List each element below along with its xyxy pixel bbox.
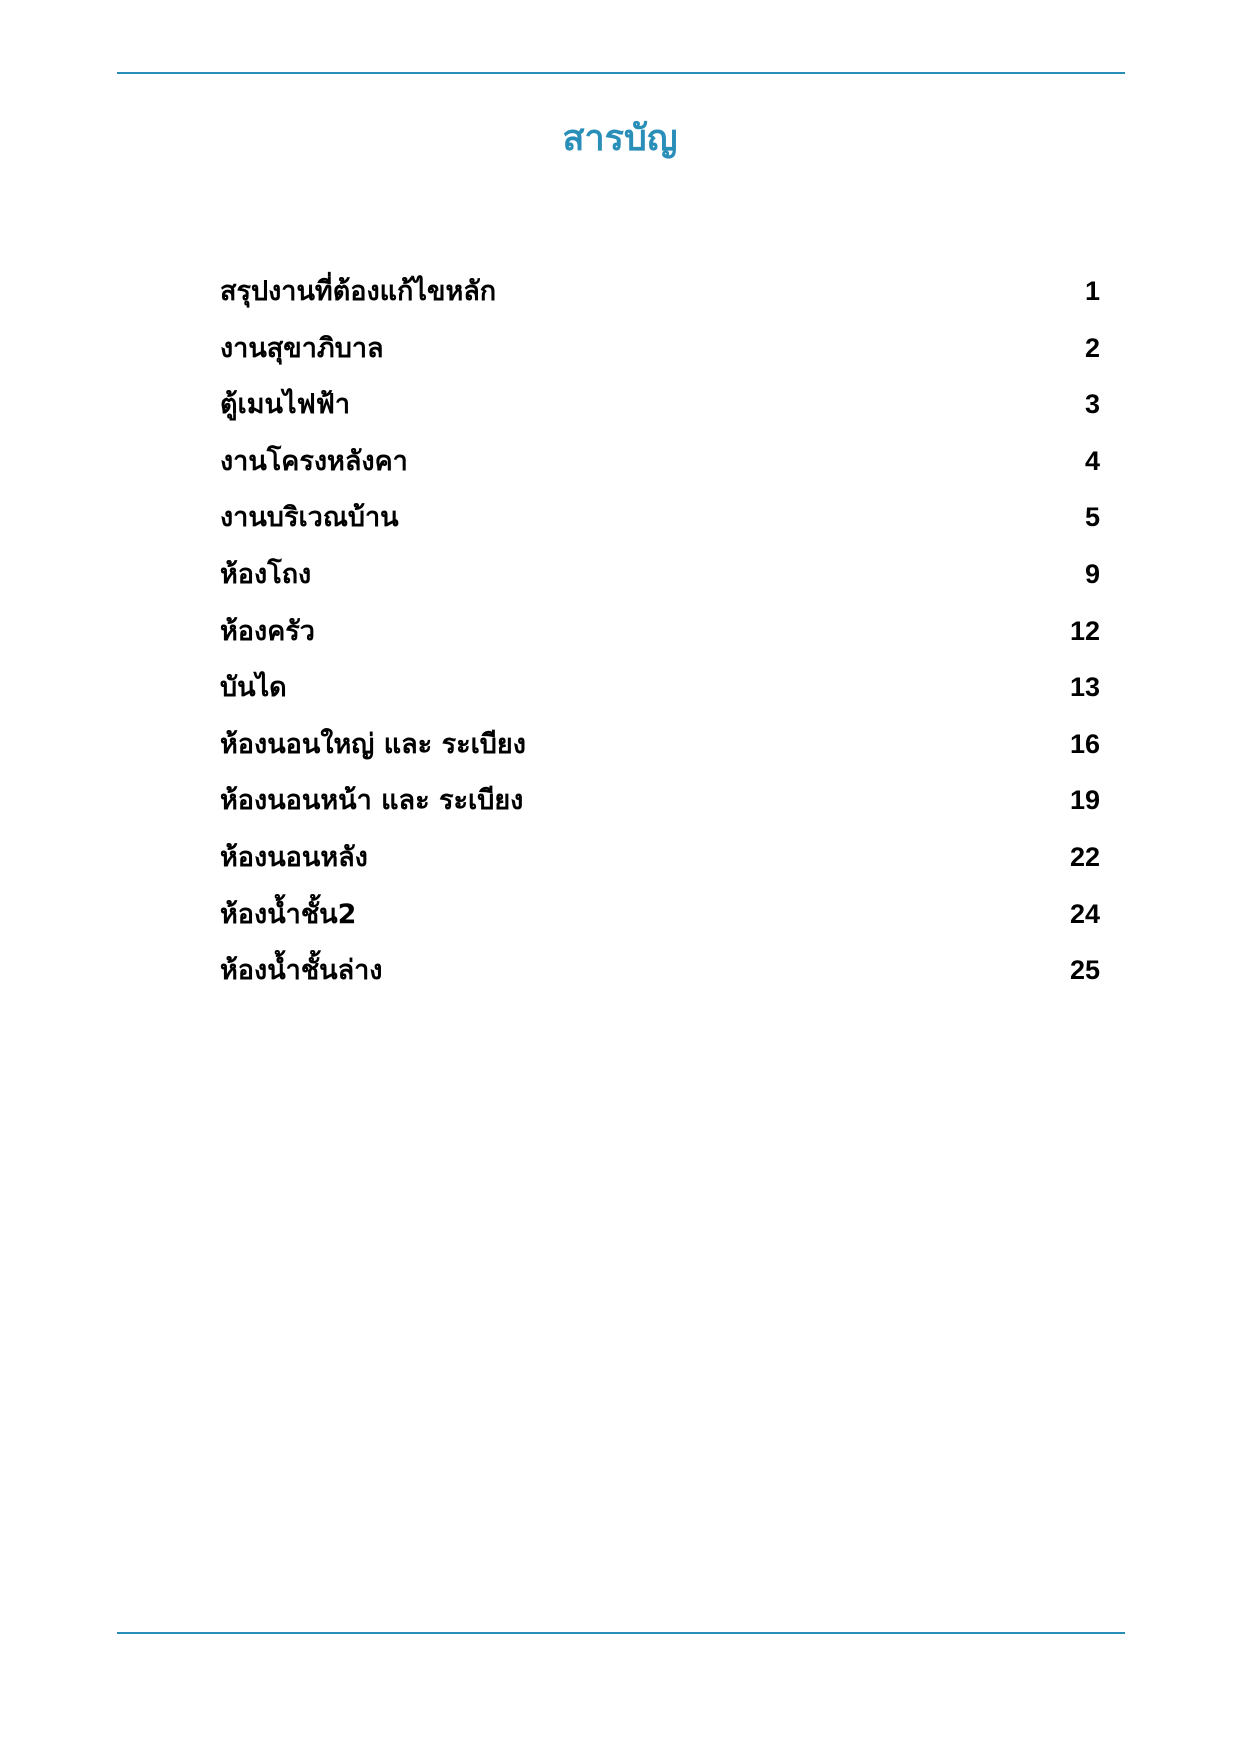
toc-entry-label: ห้องนอนหลัง <box>220 841 368 873</box>
toc-entry-page: 4 <box>1084 445 1100 476</box>
toc-entry-page: 24 <box>1069 898 1100 929</box>
toc-entry-label: บันได <box>220 672 287 704</box>
toc-entry-label: ห้องน้ำชั้นล่าง <box>220 955 383 987</box>
page-title: สารบัญ <box>562 118 678 159</box>
toc-entry[interactable] <box>220 325 1100 382</box>
toc-entry[interactable] <box>220 608 1100 665</box>
toc-entry-label: สรุปงานที่ต้องแก้ไขหลัก <box>220 276 497 307</box>
toc-entry[interactable] <box>220 494 1100 551</box>
toc-entry[interactable] <box>220 834 1100 891</box>
toc-entry-page: 1 <box>1084 276 1100 306</box>
toc-entry[interactable] <box>220 551 1100 608</box>
toc-entry-page: 12 <box>1069 615 1100 646</box>
toc-entry-label: งานบริเวณบ้าน <box>220 502 399 534</box>
toc-entry-label: ห้องน้ำชั้น2 <box>220 898 357 930</box>
toc-entry-page: 9 <box>1084 558 1100 589</box>
toc-entry[interactable] <box>220 381 1100 438</box>
toc-entry[interactable] <box>220 438 1100 495</box>
toc-entry-page: 13 <box>1069 672 1100 703</box>
toc-entry[interactable] <box>220 268 1100 325</box>
toc-entry-page: 22 <box>1069 841 1100 872</box>
toc-entry-label: ห้องนอนใหญ่ และ ระเบียง <box>220 728 526 760</box>
toc-entry-page: 5 <box>1084 502 1100 533</box>
top-divider <box>117 72 1125 74</box>
toc-entry[interactable] <box>220 891 1100 948</box>
toc-entry[interactable] <box>220 721 1100 778</box>
toc-entry[interactable] <box>220 947 1100 1004</box>
toc-entry[interactable] <box>220 777 1100 834</box>
toc-entry-label: งานโครงหลังคา <box>220 445 408 477</box>
table-of-contents <box>220 268 1100 1004</box>
bottom-divider <box>117 1632 1125 1634</box>
toc-entry-label: งานสุขาภิบาล <box>220 332 384 364</box>
toc-entry-label: ห้องนอนหน้า และ ระเบียง <box>220 785 524 817</box>
toc-entry-page: 16 <box>1069 728 1100 759</box>
toc-entry-label: ห้องโถง <box>220 558 312 590</box>
toc-entry[interactable] <box>220 664 1100 721</box>
toc-entry-page: 3 <box>1084 389 1100 420</box>
toc-entry-label: ตู้เมนไฟฟ้า <box>220 389 350 421</box>
toc-entry-page: 25 <box>1069 955 1100 986</box>
toc-entry-label: ห้องครัว <box>220 615 315 647</box>
toc-entry-page: 2 <box>1084 332 1100 363</box>
toc-entry-page: 19 <box>1069 785 1100 816</box>
